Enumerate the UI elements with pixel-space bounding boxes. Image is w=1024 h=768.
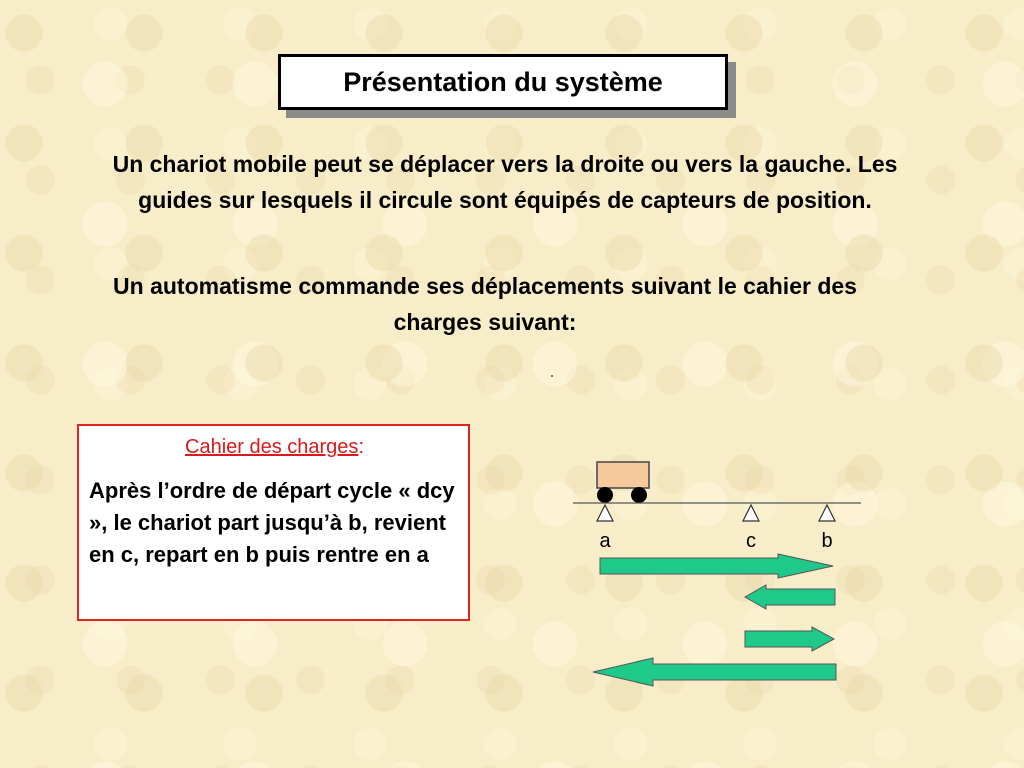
- movement-arrow-1-right: [600, 554, 833, 578]
- cart-body: [597, 462, 649, 488]
- intro-paragraph-1: Un chariot mobile peut se déplacer vers la droite ou vers la gauche. Les guides sur lesquels il circule sont équipés de capteurs de position.: [112, 151, 898, 213]
- cahier-heading-colon: :: [358, 436, 364, 458]
- sensor-a-icon: [597, 505, 613, 521]
- page-title: Présentation du système: [278, 54, 728, 110]
- cart-wheel-left: [597, 487, 613, 503]
- movement-arrow-3-right: [745, 627, 834, 651]
- cahier-body: Après l’ordre de départ cycle « dcy », le chariot part jusqu’à b, revient en c, repart en b puis rentre en a: [89, 478, 455, 567]
- sensor-label-c: c: [746, 530, 756, 552]
- sensor-label-a: a: [599, 530, 611, 552]
- sensor-b-icon: [819, 505, 835, 521]
- movement-arrow-2-left: [745, 585, 835, 609]
- cart-wheel-right: [631, 487, 647, 503]
- intro-paragraph-2: Un automatisme commande ses déplacements suivant le cahier des charges suivant:: [113, 273, 857, 335]
- movement-arrow-4-left: [593, 658, 836, 686]
- sensor-c-icon: [743, 505, 759, 521]
- cahier-heading-text: Cahier des charges: [185, 436, 359, 458]
- sensor-label-b: b: [821, 530, 833, 552]
